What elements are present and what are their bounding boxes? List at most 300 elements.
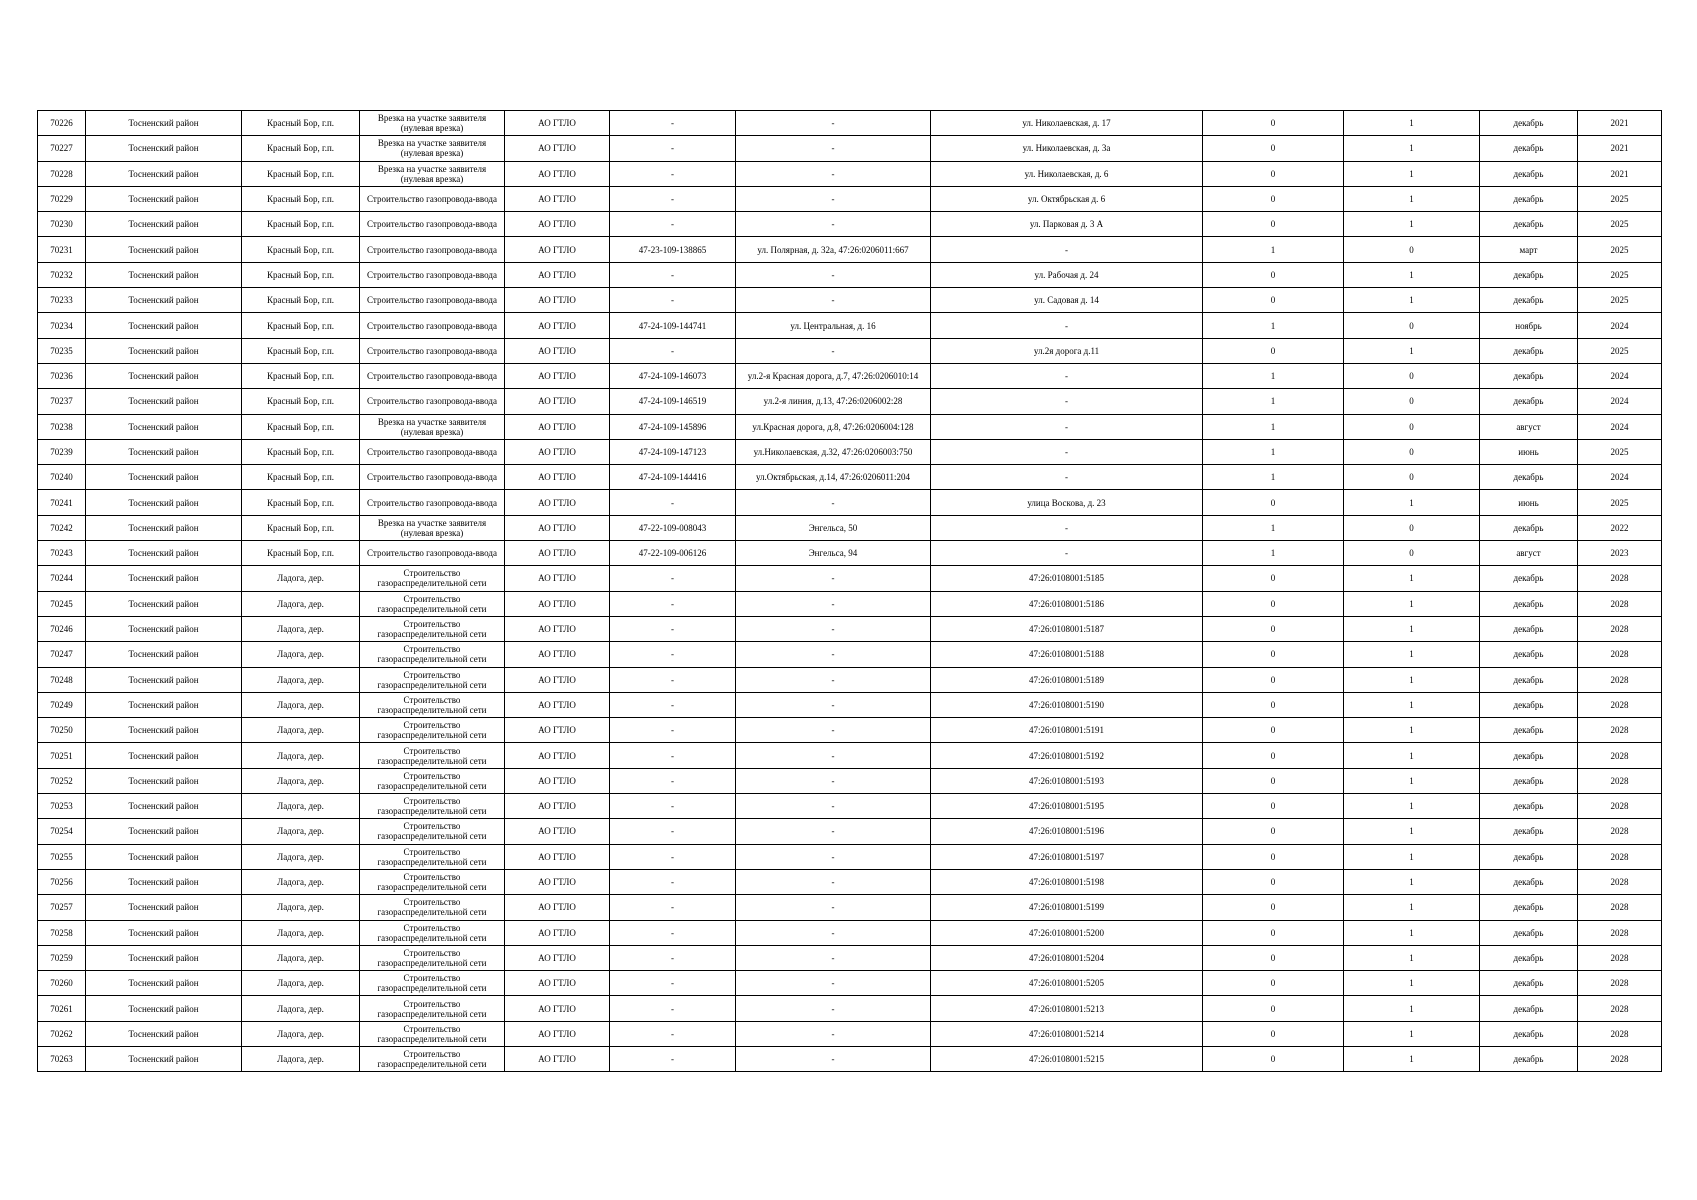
cell-organization: АО ГТЛО bbox=[505, 313, 610, 338]
cell-application-number: 47-23-109-138865 bbox=[610, 237, 736, 262]
cell-year: 2028 bbox=[1578, 819, 1662, 844]
cell-count-b: 1 bbox=[1344, 667, 1480, 692]
table-row bbox=[38, 1046, 1662, 1071]
table-row bbox=[38, 895, 1662, 920]
cell-organization: АО ГТЛО bbox=[505, 363, 610, 388]
cell-year: 2028 bbox=[1578, 743, 1662, 768]
cell-application-number: - bbox=[610, 844, 736, 869]
cell-work-type: Строительство газораспределительной сети bbox=[360, 667, 505, 692]
cell-year: 2028 bbox=[1578, 971, 1662, 996]
cell-organization: АО ГТЛО bbox=[505, 414, 610, 439]
cell-district: Тосненский район bbox=[86, 794, 242, 819]
cell-count-b: 1 bbox=[1344, 1021, 1480, 1046]
cell-row-number: 70241 bbox=[38, 490, 86, 515]
cell-count-a: 1 bbox=[1203, 237, 1344, 262]
cell-count-b: 1 bbox=[1344, 1046, 1480, 1071]
cell-count-b: 1 bbox=[1344, 996, 1480, 1021]
cell-address-cadastral: - bbox=[736, 743, 931, 768]
cell-count-a: 0 bbox=[1203, 768, 1344, 793]
cell-address-cadastral: - bbox=[736, 490, 931, 515]
cell-organization: АО ГТЛО bbox=[505, 111, 610, 136]
cell-month: декабрь bbox=[1480, 161, 1578, 186]
cell-count-a: 0 bbox=[1203, 996, 1344, 1021]
cell-row-number: 70254 bbox=[38, 819, 86, 844]
cell-address: 47:26:0108001:5190 bbox=[931, 692, 1203, 717]
cell-application-number: - bbox=[610, 692, 736, 717]
cell-address: ул. Николаевская, д. 6 bbox=[931, 161, 1203, 186]
cell-year: 2024 bbox=[1578, 363, 1662, 388]
cell-count-b: 1 bbox=[1344, 186, 1480, 211]
cell-organization: АО ГТЛО bbox=[505, 844, 610, 869]
cell-year: 2025 bbox=[1578, 262, 1662, 287]
cell-row-number: 70257 bbox=[38, 895, 86, 920]
cell-count-b: 1 bbox=[1344, 566, 1480, 591]
cell-count-a: 0 bbox=[1203, 819, 1344, 844]
cell-settlement: Красный Бор, г.п. bbox=[242, 313, 360, 338]
cell-address-cadastral: - bbox=[736, 667, 931, 692]
cell-month: декабрь bbox=[1480, 1046, 1578, 1071]
cell-count-a: 0 bbox=[1203, 591, 1344, 616]
cell-district: Тосненский район bbox=[86, 515, 242, 540]
table-row bbox=[38, 490, 1662, 515]
cell-work-type: Строительство газораспределительной сети bbox=[360, 844, 505, 869]
cell-month: декабрь bbox=[1480, 363, 1578, 388]
cell-row-number: 70262 bbox=[38, 1021, 86, 1046]
cell-row-number: 70242 bbox=[38, 515, 86, 540]
cell-organization: АО ГТЛО bbox=[505, 743, 610, 768]
cell-address-cadastral: - bbox=[736, 212, 931, 237]
cell-address-cadastral: - bbox=[736, 768, 931, 793]
table-row bbox=[38, 692, 1662, 717]
cell-year: 2028 bbox=[1578, 895, 1662, 920]
cell-address: - bbox=[931, 363, 1203, 388]
cell-settlement: Ладога, дер. bbox=[242, 616, 360, 641]
cell-work-type: Строительство газораспределительной сети bbox=[360, 971, 505, 996]
cell-district: Тосненский район bbox=[86, 768, 242, 793]
table-row bbox=[38, 844, 1662, 869]
cell-row-number: 70228 bbox=[38, 161, 86, 186]
cell-month: декабрь bbox=[1480, 136, 1578, 161]
cell-row-number: 70237 bbox=[38, 389, 86, 414]
cell-row-number: 70263 bbox=[38, 1046, 86, 1071]
cell-district: Тосненский район bbox=[86, 414, 242, 439]
cell-address-cadastral: - bbox=[736, 616, 931, 641]
cell-count-a: 1 bbox=[1203, 439, 1344, 464]
cell-application-number: - bbox=[610, 111, 736, 136]
cell-address: ул.2я дорога д.11 bbox=[931, 338, 1203, 363]
cell-row-number: 70251 bbox=[38, 743, 86, 768]
cell-settlement: Ладога, дер. bbox=[242, 971, 360, 996]
cell-application-number: - bbox=[610, 920, 736, 945]
cell-count-b: 1 bbox=[1344, 136, 1480, 161]
table-row bbox=[38, 389, 1662, 414]
cell-address-cadastral: - bbox=[736, 895, 931, 920]
cell-year: 2028 bbox=[1578, 996, 1662, 1021]
cell-work-type: Строительство газораспределительной сети bbox=[360, 819, 505, 844]
cell-district: Тосненский район bbox=[86, 718, 242, 743]
table-row bbox=[38, 414, 1662, 439]
cell-organization: АО ГТЛО bbox=[505, 667, 610, 692]
cell-work-type: Строительство газораспределительной сети bbox=[360, 869, 505, 894]
cell-organization: АО ГТЛО bbox=[505, 591, 610, 616]
cell-settlement: Ладога, дер. bbox=[242, 1046, 360, 1071]
cell-count-a: 0 bbox=[1203, 794, 1344, 819]
cell-work-type: Строительство газораспределительной сети bbox=[360, 945, 505, 970]
cell-application-number: - bbox=[610, 566, 736, 591]
cell-count-b: 1 bbox=[1344, 971, 1480, 996]
cell-month: декабрь bbox=[1480, 212, 1578, 237]
cell-row-number: 70230 bbox=[38, 212, 86, 237]
cell-address-cadastral: - bbox=[736, 566, 931, 591]
cell-application-number: 47-24-109-144741 bbox=[610, 313, 736, 338]
cell-count-a: 1 bbox=[1203, 465, 1344, 490]
table-row bbox=[38, 743, 1662, 768]
cell-work-type: Строительство газопровода-ввода bbox=[360, 338, 505, 363]
cell-work-type: Строительство газораспределительной сети bbox=[360, 718, 505, 743]
cell-address: ул. Октябрьская д. 6 bbox=[931, 186, 1203, 211]
cell-address-cadastral: - bbox=[736, 819, 931, 844]
cell-address-cadastral: - bbox=[736, 920, 931, 945]
cell-month: декабрь bbox=[1480, 819, 1578, 844]
cell-count-a: 0 bbox=[1203, 212, 1344, 237]
table-row bbox=[38, 212, 1662, 237]
cell-district: Тосненский район bbox=[86, 136, 242, 161]
cell-row-number: 70253 bbox=[38, 794, 86, 819]
cell-count-b: 1 bbox=[1344, 490, 1480, 515]
cell-district: Тосненский район bbox=[86, 844, 242, 869]
cell-organization: АО ГТЛО bbox=[505, 692, 610, 717]
cell-application-number: 47-22-109-008043 bbox=[610, 515, 736, 540]
cell-address: ул. Парковая д. 3 А bbox=[931, 212, 1203, 237]
cell-settlement: Ладога, дер. bbox=[242, 869, 360, 894]
cell-settlement: Красный Бор, г.п. bbox=[242, 186, 360, 211]
cell-work-type: Строительство газопровода-ввода bbox=[360, 389, 505, 414]
cell-application-number: 47-24-109-145896 bbox=[610, 414, 736, 439]
cell-year: 2021 bbox=[1578, 111, 1662, 136]
cell-address: 47:26:0108001:5185 bbox=[931, 566, 1203, 591]
cell-count-b: 1 bbox=[1344, 161, 1480, 186]
cell-row-number: 70258 bbox=[38, 920, 86, 945]
cell-application-number: - bbox=[610, 1021, 736, 1046]
cell-settlement: Ладога, дер. bbox=[242, 566, 360, 591]
cell-count-b: 0 bbox=[1344, 515, 1480, 540]
cell-address-cadastral: - bbox=[736, 869, 931, 894]
cell-address: 47:26:0108001:5196 bbox=[931, 819, 1203, 844]
cell-row-number: 70243 bbox=[38, 541, 86, 566]
cell-organization: АО ГТЛО bbox=[505, 136, 610, 161]
cell-address-cadastral: - bbox=[736, 111, 931, 136]
cell-address: 47:26:0108001:5189 bbox=[931, 667, 1203, 692]
cell-count-a: 1 bbox=[1203, 389, 1344, 414]
table-row bbox=[38, 718, 1662, 743]
cell-row-number: 70247 bbox=[38, 642, 86, 667]
cell-row-number: 70250 bbox=[38, 718, 86, 743]
cell-year: 2028 bbox=[1578, 667, 1662, 692]
table-row bbox=[38, 1021, 1662, 1046]
cell-count-a: 0 bbox=[1203, 895, 1344, 920]
cell-work-type: Строительство газораспределительной сети bbox=[360, 743, 505, 768]
table-row bbox=[38, 136, 1662, 161]
cell-address: 47:26:0108001:5215 bbox=[931, 1046, 1203, 1071]
gasification-table bbox=[37, 110, 1662, 1072]
cell-address-cadastral: - bbox=[736, 262, 931, 287]
cell-address: 47:26:0108001:5197 bbox=[931, 844, 1203, 869]
cell-year: 2028 bbox=[1578, 566, 1662, 591]
cell-work-type: Врезка на участке заявителя (нулевая врезка) bbox=[360, 414, 505, 439]
cell-work-type: Строительство газораспределительной сети bbox=[360, 1021, 505, 1046]
cell-address-cadastral: - bbox=[736, 971, 931, 996]
table-row bbox=[38, 111, 1662, 136]
cell-count-b: 1 bbox=[1344, 895, 1480, 920]
cell-work-type: Врезка на участке заявителя (нулевая врезка) bbox=[360, 136, 505, 161]
cell-district: Тосненский район bbox=[86, 819, 242, 844]
cell-count-b: 0 bbox=[1344, 541, 1480, 566]
cell-settlement: Ладога, дер. bbox=[242, 667, 360, 692]
cell-count-b: 1 bbox=[1344, 945, 1480, 970]
cell-work-type: Строительство газопровода-ввода bbox=[360, 212, 505, 237]
cell-district: Тосненский район bbox=[86, 869, 242, 894]
table-row bbox=[38, 920, 1662, 945]
cell-application-number: - bbox=[610, 186, 736, 211]
cell-settlement: Ладога, дер. bbox=[242, 794, 360, 819]
cell-month: декабрь bbox=[1480, 111, 1578, 136]
cell-count-a: 0 bbox=[1203, 490, 1344, 515]
table-row bbox=[38, 794, 1662, 819]
cell-district: Тосненский район bbox=[86, 338, 242, 363]
table-row bbox=[38, 616, 1662, 641]
cell-year: 2024 bbox=[1578, 414, 1662, 439]
cell-work-type: Строительство газопровода-ввода bbox=[360, 186, 505, 211]
cell-month: декабрь bbox=[1480, 465, 1578, 490]
cell-district: Тосненский район bbox=[86, 313, 242, 338]
cell-year: 2028 bbox=[1578, 869, 1662, 894]
cell-application-number: - bbox=[610, 945, 736, 970]
cell-month: декабрь bbox=[1480, 895, 1578, 920]
cell-application-number: - bbox=[610, 136, 736, 161]
cell-year: 2023 bbox=[1578, 541, 1662, 566]
cell-district: Тосненский район bbox=[86, 642, 242, 667]
cell-application-number: - bbox=[610, 971, 736, 996]
cell-count-b: 1 bbox=[1344, 591, 1480, 616]
cell-count-b: 1 bbox=[1344, 844, 1480, 869]
cell-district: Тосненский район bbox=[86, 1046, 242, 1071]
cell-organization: АО ГТЛО bbox=[505, 920, 610, 945]
cell-settlement: Красный Бор, г.п. bbox=[242, 363, 360, 388]
cell-count-b: 1 bbox=[1344, 768, 1480, 793]
cell-district: Тосненский район bbox=[86, 566, 242, 591]
table-row bbox=[38, 515, 1662, 540]
cell-organization: АО ГТЛО bbox=[505, 945, 610, 970]
cell-settlement: Красный Бор, г.п. bbox=[242, 288, 360, 313]
cell-application-number: - bbox=[610, 718, 736, 743]
cell-count-a: 0 bbox=[1203, 692, 1344, 717]
cell-address: - bbox=[931, 465, 1203, 490]
cell-organization: АО ГТЛО bbox=[505, 541, 610, 566]
cell-count-b: 1 bbox=[1344, 111, 1480, 136]
cell-settlement: Ладога, дер. bbox=[242, 895, 360, 920]
cell-district: Тосненский район bbox=[86, 667, 242, 692]
cell-district: Тосненский район bbox=[86, 591, 242, 616]
cell-work-type: Строительство газораспределительной сети bbox=[360, 642, 505, 667]
cell-application-number: - bbox=[610, 768, 736, 793]
cell-row-number: 70235 bbox=[38, 338, 86, 363]
cell-address: ул. Николаевская, д. 17 bbox=[931, 111, 1203, 136]
cell-address: 47:26:0108001:5195 bbox=[931, 794, 1203, 819]
cell-count-a: 0 bbox=[1203, 920, 1344, 945]
cell-count-b: 0 bbox=[1344, 363, 1480, 388]
cell-count-b: 1 bbox=[1344, 743, 1480, 768]
cell-application-number: - bbox=[610, 288, 736, 313]
cell-row-number: 70240 bbox=[38, 465, 86, 490]
cell-address: 47:26:0108001:5214 bbox=[931, 1021, 1203, 1046]
cell-month: декабрь bbox=[1480, 692, 1578, 717]
cell-count-b: 0 bbox=[1344, 465, 1480, 490]
cell-district: Тосненский район bbox=[86, 920, 242, 945]
cell-count-a: 0 bbox=[1203, 1021, 1344, 1046]
cell-organization: АО ГТЛО bbox=[505, 338, 610, 363]
cell-application-number: - bbox=[610, 616, 736, 641]
cell-count-a: 0 bbox=[1203, 566, 1344, 591]
cell-count-a: 0 bbox=[1203, 1046, 1344, 1071]
cell-organization: АО ГТЛО bbox=[505, 996, 610, 1021]
cell-district: Тосненский район bbox=[86, 439, 242, 464]
cell-count-a: 1 bbox=[1203, 414, 1344, 439]
cell-settlement: Ладога, дер. bbox=[242, 642, 360, 667]
cell-settlement: Красный Бор, г.п. bbox=[242, 136, 360, 161]
cell-count-b: 1 bbox=[1344, 794, 1480, 819]
cell-month: декабрь bbox=[1480, 768, 1578, 793]
cell-organization: АО ГТЛО bbox=[505, 616, 610, 641]
cell-district: Тосненский район bbox=[86, 186, 242, 211]
cell-address-cadastral: ул.2-я Красная дорога, д.7, 47:26:0206010:14 bbox=[736, 363, 931, 388]
cell-count-a: 1 bbox=[1203, 363, 1344, 388]
cell-year: 2022 bbox=[1578, 515, 1662, 540]
table-row bbox=[38, 591, 1662, 616]
cell-year: 2025 bbox=[1578, 490, 1662, 515]
cell-work-type: Врезка на участке заявителя (нулевая врезка) bbox=[360, 161, 505, 186]
cell-address-cadastral: - bbox=[736, 288, 931, 313]
cell-application-number: - bbox=[610, 819, 736, 844]
cell-address-cadastral: ул. Центральная, д. 16 bbox=[736, 313, 931, 338]
cell-work-type: Строительство газопровода-ввода bbox=[360, 363, 505, 388]
cell-organization: АО ГТЛО bbox=[505, 161, 610, 186]
cell-row-number: 70234 bbox=[38, 313, 86, 338]
cell-work-type: Строительство газораспределительной сети bbox=[360, 895, 505, 920]
cell-month: декабрь bbox=[1480, 288, 1578, 313]
cell-work-type: Строительство газораспределительной сети bbox=[360, 591, 505, 616]
cell-address: - bbox=[931, 515, 1203, 540]
table-row bbox=[38, 186, 1662, 211]
cell-settlement: Красный Бор, г.п. bbox=[242, 161, 360, 186]
cell-count-a: 0 bbox=[1203, 161, 1344, 186]
cell-organization: АО ГТЛО bbox=[505, 819, 610, 844]
cell-address-cadastral: Энгельса, 50 bbox=[736, 515, 931, 540]
cell-work-type: Строительство газораспределительной сети bbox=[360, 692, 505, 717]
table-row bbox=[38, 338, 1662, 363]
cell-organization: АО ГТЛО bbox=[505, 515, 610, 540]
cell-month: декабрь bbox=[1480, 996, 1578, 1021]
cell-address: улица Воскова, д. 23 bbox=[931, 490, 1203, 515]
cell-settlement: Ладога, дер. bbox=[242, 743, 360, 768]
table-row bbox=[38, 768, 1662, 793]
cell-address-cadastral: - bbox=[736, 1021, 931, 1046]
cell-address-cadastral: - bbox=[736, 161, 931, 186]
cell-year: 2021 bbox=[1578, 136, 1662, 161]
cell-address: - bbox=[931, 313, 1203, 338]
table-row bbox=[38, 996, 1662, 1021]
cell-month: декабрь bbox=[1480, 869, 1578, 894]
cell-year: 2028 bbox=[1578, 1046, 1662, 1071]
cell-address-cadastral: - bbox=[736, 996, 931, 1021]
cell-district: Тосненский район bbox=[86, 237, 242, 262]
cell-settlement: Красный Бор, г.п. bbox=[242, 439, 360, 464]
cell-year: 2025 bbox=[1578, 288, 1662, 313]
cell-settlement: Ладога, дер. bbox=[242, 945, 360, 970]
table-row bbox=[38, 819, 1662, 844]
cell-organization: АО ГТЛО bbox=[505, 869, 610, 894]
cell-address: 47:26:0108001:5188 bbox=[931, 642, 1203, 667]
cell-row-number: 70245 bbox=[38, 591, 86, 616]
cell-organization: АО ГТЛО bbox=[505, 794, 610, 819]
cell-year: 2024 bbox=[1578, 465, 1662, 490]
cell-address: ул. Садовая д. 14 bbox=[931, 288, 1203, 313]
cell-year: 2025 bbox=[1578, 212, 1662, 237]
cell-application-number: 47-24-109-146519 bbox=[610, 389, 736, 414]
cell-settlement: Ладога, дер. bbox=[242, 692, 360, 717]
cell-count-b: 1 bbox=[1344, 920, 1480, 945]
cell-month: декабрь bbox=[1480, 920, 1578, 945]
cell-count-a: 0 bbox=[1203, 288, 1344, 313]
cell-work-type: Строительство газораспределительной сети bbox=[360, 920, 505, 945]
cell-application-number: - bbox=[610, 212, 736, 237]
cell-application-number: - bbox=[610, 262, 736, 287]
cell-month: декабрь bbox=[1480, 338, 1578, 363]
cell-settlement: Ладога, дер. bbox=[242, 996, 360, 1021]
cell-address-cadastral: Энгельса, 94 bbox=[736, 541, 931, 566]
cell-address-cadastral: - bbox=[736, 591, 931, 616]
cell-address: 47:26:0108001:5187 bbox=[931, 616, 1203, 641]
cell-address: 47:26:0108001:5186 bbox=[931, 591, 1203, 616]
cell-row-number: 70239 bbox=[38, 439, 86, 464]
cell-month: декабрь bbox=[1480, 844, 1578, 869]
cell-year: 2028 bbox=[1578, 616, 1662, 641]
cell-application-number: - bbox=[610, 895, 736, 920]
cell-work-type: Строительство газопровода-ввода bbox=[360, 262, 505, 287]
cell-address: 47:26:0108001:5192 bbox=[931, 743, 1203, 768]
cell-district: Тосненский район bbox=[86, 743, 242, 768]
cell-application-number: - bbox=[610, 667, 736, 692]
cell-address: ул. Николаевская, д. 3а bbox=[931, 136, 1203, 161]
cell-district: Тосненский район bbox=[86, 692, 242, 717]
cell-row-number: 70229 bbox=[38, 186, 86, 211]
cell-month: декабрь bbox=[1480, 718, 1578, 743]
cell-month: декабрь bbox=[1480, 186, 1578, 211]
cell-year: 2028 bbox=[1578, 920, 1662, 945]
cell-address: ул. Рабочая д. 24 bbox=[931, 262, 1203, 287]
cell-application-number: - bbox=[610, 743, 736, 768]
cell-year: 2025 bbox=[1578, 186, 1662, 211]
cell-month: декабрь bbox=[1480, 566, 1578, 591]
cell-year: 2028 bbox=[1578, 794, 1662, 819]
cell-month: декабрь bbox=[1480, 1021, 1578, 1046]
cell-work-type: Врезка на участке заявителя (нулевая врезка) bbox=[360, 515, 505, 540]
cell-district: Тосненский район bbox=[86, 945, 242, 970]
cell-settlement: Красный Бор, г.п. bbox=[242, 515, 360, 540]
cell-count-b: 1 bbox=[1344, 338, 1480, 363]
cell-month: август bbox=[1480, 541, 1578, 566]
cell-application-number: - bbox=[610, 794, 736, 819]
cell-application-number: - bbox=[610, 591, 736, 616]
